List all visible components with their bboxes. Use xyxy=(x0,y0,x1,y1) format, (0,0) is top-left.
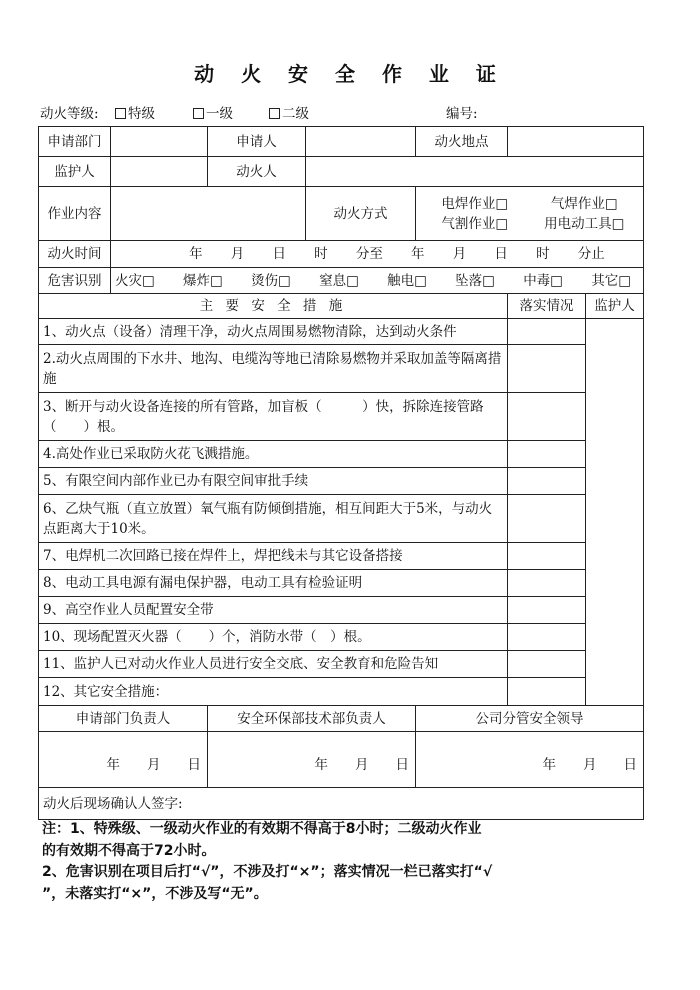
sign-date-leader[interactable]: 年 月 日 xyxy=(416,732,644,788)
measure-item: 7、电焊机二次回路已接在焊件上，焊把线未与其它设备搭接 xyxy=(39,543,508,570)
operator-field[interactable] xyxy=(306,157,644,187)
sign-header-safety: 安全环保部技术部负责人 xyxy=(208,706,416,732)
hazard-option[interactable]: 坠落□ xyxy=(455,272,495,289)
method-option[interactable]: 气割作业□ xyxy=(441,215,509,232)
dept-label: 申请部门 xyxy=(39,127,111,157)
measure-item: 2.动火点周围的下水井、地沟、电缆沟等地已清除易燃物并采取加盖等隔离措施 xyxy=(39,345,508,393)
sign-header-leader: 公司分管安全领导 xyxy=(416,706,644,732)
method-label: 动火方式 xyxy=(306,187,416,241)
measure-item: 11、监护人已对动火作业人员进行安全交底、安全教育和危险告知 xyxy=(39,651,508,678)
guardian-cell[interactable] xyxy=(586,319,644,706)
guardian-label: 监护人 xyxy=(39,157,111,187)
measure-item: 6、乙炔气瓶（直立放置）氧气瓶有防倾倒措施，相互间距大于5米，与动火点距离大于10米。 xyxy=(39,495,508,543)
location-label: 动火地点 xyxy=(416,127,508,157)
status-cell[interactable] xyxy=(508,495,586,543)
note-line-2: 的有效期不得高于72小时。 xyxy=(42,843,216,859)
confirm-signature[interactable]: 动火后现场确认人签字: xyxy=(39,788,644,820)
note-line-4: ”，未落实打“×”，不涉及写“无”。 xyxy=(42,886,268,902)
status-cell[interactable] xyxy=(508,345,586,393)
hazard-option[interactable]: 窒息□ xyxy=(319,272,359,289)
method-options[interactable] xyxy=(416,187,644,241)
method-option[interactable]: 气焊作业□ xyxy=(550,195,618,212)
hazard-label: 危害识别 xyxy=(39,268,111,294)
content-field[interactable] xyxy=(111,187,306,241)
status-cell[interactable] xyxy=(508,543,586,570)
sign-header-dept: 申请部门负责人 xyxy=(39,706,208,732)
guardian-field[interactable] xyxy=(111,157,208,187)
page-title: 动 火 安 全 作 业 证 xyxy=(194,62,506,86)
measure-item: 5、有限空间内部作业已办有限空间审批手续 xyxy=(39,468,508,495)
hazard-option[interactable]: 烫伤□ xyxy=(251,272,291,289)
operator-label: 动火人 xyxy=(208,157,306,187)
measure-item: 10、现场配置灭火器（ ）个，消防水带（ ）根。 xyxy=(39,624,508,651)
measure-item: 4.高处作业已采取防火花飞溅措施。 xyxy=(39,441,508,468)
note-line-1: 注：1、特殊级、一级动火作业的有效期不得高于8小时；二级动火作业 xyxy=(42,821,482,837)
note-line-3: 2、危害识别在项目后打“√”，不涉及打“×”；落实情况一栏已落实打“√ xyxy=(42,864,493,880)
guardian-header: 监护人 xyxy=(586,294,644,319)
method-option[interactable]: 用电动工具□ xyxy=(544,215,625,232)
number-label: 编号: xyxy=(446,106,478,122)
applicant-field[interactable] xyxy=(306,127,416,157)
measure-item: 3、断开与动火设备连接的所有管路，加盲板（ ）快，拆除连接管路（ ）根。 xyxy=(39,393,508,441)
hazard-options[interactable] xyxy=(111,268,644,294)
hazard-option[interactable]: 触电□ xyxy=(387,272,427,289)
status-cell[interactable] xyxy=(508,441,586,468)
level-option-special[interactable]: 特级 xyxy=(114,102,155,122)
hazard-option[interactable]: 中毒□ xyxy=(523,272,563,289)
level-option-second[interactable]: 二级 xyxy=(268,102,309,122)
sign-date-safety[interactable]: 年 月 日 xyxy=(208,732,416,788)
content-label: 作业内容 xyxy=(39,187,111,241)
measures-header: 主 要 安 全 措 施 xyxy=(39,294,508,319)
hazard-option[interactable]: 其它□ xyxy=(591,272,631,289)
status-cell[interactable] xyxy=(508,570,586,597)
sign-date-dept[interactable]: 年 月 日 xyxy=(39,732,208,788)
status-cell[interactable] xyxy=(508,319,586,345)
dept-field[interactable] xyxy=(111,127,208,157)
time-field[interactable]: 年 月 日 时 分至 年 月 日 时 分止 xyxy=(111,241,644,268)
measure-item: 9、高空作业人员配置安全带 xyxy=(39,597,508,624)
status-cell[interactable] xyxy=(508,393,586,441)
method-option[interactable]: 电焊作业□ xyxy=(441,195,509,212)
hazard-option[interactable]: 火灾□ xyxy=(115,272,155,289)
permit-form xyxy=(38,126,644,820)
status-cell[interactable] xyxy=(508,678,586,706)
measure-item: 1、动火点（设备）清理干净，动火点周围易燃物清除，达到动火条件 xyxy=(39,319,508,345)
location-field[interactable] xyxy=(508,127,644,157)
level-label: 动火等级: xyxy=(40,106,99,122)
checkbox-icon xyxy=(193,108,204,119)
time-label: 动火时间 xyxy=(39,241,111,268)
level-option-first[interactable]: 一级 xyxy=(192,102,233,122)
measure-item: 12、其它安全措施： xyxy=(39,678,508,706)
status-header: 落实情况 xyxy=(508,294,586,319)
status-cell[interactable] xyxy=(508,651,586,678)
checkbox-icon xyxy=(115,108,126,119)
applicant-label: 申请人 xyxy=(208,127,306,157)
status-cell[interactable] xyxy=(508,468,586,495)
status-cell[interactable] xyxy=(508,624,586,651)
hazard-option[interactable]: 爆炸□ xyxy=(183,272,223,289)
measure-item: 8、电动工具电源有漏电保护器，电动工具有检验证明 xyxy=(39,570,508,597)
checkbox-icon xyxy=(269,108,280,119)
status-cell[interactable] xyxy=(508,597,586,624)
